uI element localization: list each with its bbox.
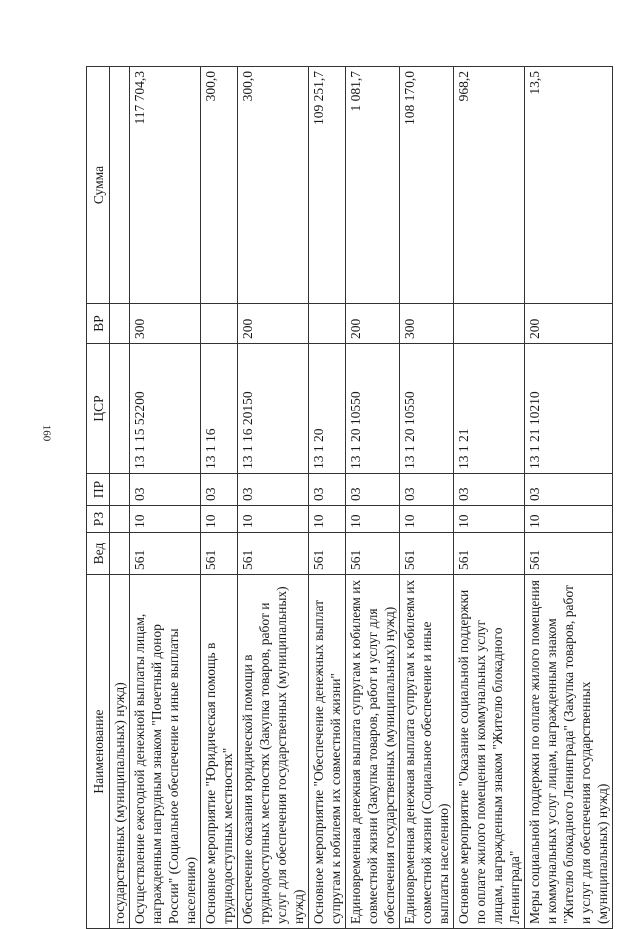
cell-csr: 13 1 16: [201, 344, 238, 474]
table-row: [110, 67, 130, 929]
cell-rz: 10: [309, 506, 346, 533]
cell-name: Меры социальной поддержки по оплате жилого помещения и коммунальных услуг лицам, награжденным знаком "Жителю блокадного Ленинграда" (Закупка товаров, работ и услуг для обеспечения государственных (муниципальных) нужд): [525, 575, 613, 929]
cell-sum: 109 251,7: [309, 67, 346, 304]
cell-rz: 10: [130, 506, 201, 533]
cell-csr: 13 1 21: [454, 344, 525, 474]
cell-ved: 561: [454, 533, 525, 575]
cell-rz: [110, 506, 130, 533]
cell-name: Основное мероприятие "Оказание социальной поддержки по оплате жилого помещения и коммунальных услуг лицам, награжденным знаком "Жителю блокадного Ленинграда": [454, 575, 525, 929]
cell-name: Основное мероприятие "Обеспечение денежных выплат супругам к юбилеям их совместной жизни": [309, 575, 346, 929]
cell-vr: 200: [346, 304, 400, 344]
cell-vr: [110, 304, 130, 344]
cell-sum: [110, 67, 130, 304]
cell-ved: 561: [346, 533, 400, 575]
cell-name: Единовременная денежная выплата супругам к юбилеям их совместной жизни (Закупка товаров, работ и услуг для обеспечения государственных (муниципальных) нужд): [346, 575, 400, 929]
cell-ved: 561: [238, 533, 309, 575]
cell-csr: [110, 344, 130, 474]
cell-name: государственных (муниципальных) нужд): [110, 575, 130, 929]
cell-rz: 10: [201, 506, 238, 533]
cell-ved: 561: [201, 533, 238, 575]
cell-sum: 13,5: [525, 67, 613, 304]
cell-pr: 03: [525, 474, 613, 506]
header-pr: ПР: [87, 474, 110, 506]
header-csr: ЦСР: [87, 344, 110, 474]
table-row: [309, 67, 346, 929]
rotated-page-area: [86, 67, 610, 924]
cell-name: Осуществление ежегодной денежной выплаты лицам, награжденным нагрудным знаком "Почетный донор России" (Социальное обеспечение и иные выплаты населению): [130, 575, 201, 929]
cell-sum: 300,0: [238, 67, 309, 304]
table-row: [525, 67, 613, 929]
cell-vr: [309, 304, 346, 344]
table-row: [201, 67, 238, 929]
budget-table-container: [86, 67, 610, 924]
cell-ved: 561: [400, 533, 454, 575]
cell-ved: 561: [309, 533, 346, 575]
budget-table: [86, 66, 613, 929]
header-sum: Сумма: [87, 67, 110, 304]
cell-csr: 13 1 20 10550: [400, 344, 454, 474]
cell-name: Обеспечение оказания юридической помощи в труднодоступных местностях (Закупка товаров, работ и услуг для обеспечения государственных (муниципальных) нужд): [238, 575, 309, 929]
cell-vr: 200: [238, 304, 309, 344]
table-row: [346, 67, 400, 929]
cell-vr: [454, 304, 525, 344]
cell-sum: 1 081,7: [346, 67, 400, 304]
cell-vr: 200: [525, 304, 613, 344]
table-row: [454, 67, 525, 929]
header-ved: Вед: [87, 533, 110, 575]
cell-rz: 10: [400, 506, 454, 533]
cell-pr: 03: [238, 474, 309, 506]
cell-ved: 561: [525, 533, 613, 575]
cell-rz: 10: [238, 506, 309, 533]
cell-pr: 03: [201, 474, 238, 506]
cell-sum: 108 170,0: [400, 67, 454, 304]
table-row: [400, 67, 454, 929]
cell-csr: 13 1 16 20150: [238, 344, 309, 474]
cell-csr: 13 1 15 52200: [130, 344, 201, 474]
cell-csr: 13 1 20: [309, 344, 346, 474]
header-rz: РЗ: [87, 506, 110, 533]
cell-sum: 968,2: [454, 67, 525, 304]
header-name: Наименование: [87, 575, 110, 929]
cell-rz: 10: [454, 506, 525, 533]
cell-ved: 561: [130, 533, 201, 575]
cell-csr: 13 1 20 10550: [346, 344, 400, 474]
cell-ved: [110, 533, 130, 575]
cell-pr: 03: [309, 474, 346, 506]
cell-name: Единовременная денежная выплата супругам к юбилеям их совместной жизни (Социальное обеспечение и иные выплаты населению): [400, 575, 454, 929]
cell-sum: 117 704,3: [130, 67, 201, 304]
cell-vr: 300: [400, 304, 454, 344]
cell-pr: 03: [346, 474, 400, 506]
cell-rz: 10: [525, 506, 613, 533]
cell-sum: 300,0: [201, 67, 238, 304]
cell-pr: 03: [454, 474, 525, 506]
cell-name: Основное мероприятие "Юридическая помощь в труднодоступных местностях": [201, 575, 238, 929]
cell-vr: [201, 304, 238, 344]
cell-pr: 03: [400, 474, 454, 506]
table-header-row: [87, 67, 110, 929]
table-row: [130, 67, 201, 929]
cell-csr: 13 1 21 10210: [525, 344, 613, 474]
page-number: 160: [40, 424, 53, 442]
cell-pr: [110, 474, 130, 506]
cell-vr: 300: [130, 304, 201, 344]
header-vr: ВР: [87, 304, 110, 344]
cell-pr: 03: [130, 474, 201, 506]
table-row: [238, 67, 309, 929]
cell-rz: 10: [346, 506, 400, 533]
